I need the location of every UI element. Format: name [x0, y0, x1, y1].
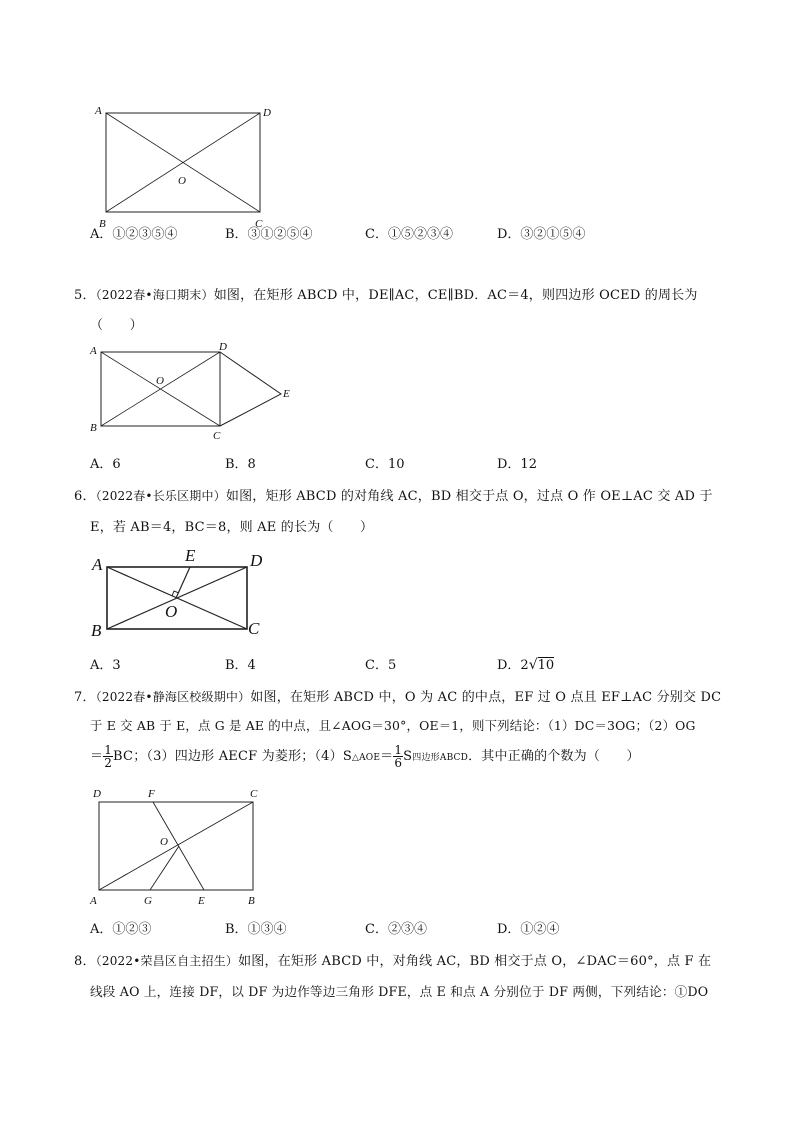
q7-text: 如图，在矩形 ABCD 中，O 为 AC 的中点，EF 过 O 点且 EF⊥AC 分别交 DC — [250, 690, 722, 705]
q5-line1 — [74, 284, 698, 303]
q5-label-a: A — [90, 345, 97, 357]
label-a: A — [95, 105, 102, 117]
q5-line2: （ ） — [90, 318, 143, 333]
q5-option-b[interactable]: B．8 — [225, 457, 256, 472]
figure-rectangle-abcd — [90, 100, 280, 235]
figure-q7 — [85, 785, 270, 910]
q6-option-b[interactable]: B．4 — [225, 658, 256, 673]
q7-label-f: F — [148, 788, 155, 800]
label-b: B — [99, 218, 106, 230]
q8-source: （2022•荣昌区自主招生） — [95, 954, 239, 968]
q7-label-o: O — [160, 836, 168, 848]
sqrt-sign: √ — [528, 657, 538, 673]
q6-label-d: D — [250, 551, 263, 570]
q7-label-e: E — [198, 895, 205, 907]
q4-option-d[interactable]: D．③②①⑤④ — [497, 227, 586, 242]
q6-label-o: O — [165, 602, 178, 621]
q5-label-d: D — [219, 341, 227, 353]
subscript-aoe: △AOE — [351, 753, 381, 763]
q6-source: （2022春•长乐区期中） — [95, 489, 226, 503]
subscript-abcd: 四边形ABCD — [412, 753, 469, 763]
q8-number: 8． — [74, 954, 96, 969]
q6-option-c[interactable]: C．5 — [365, 658, 397, 673]
figure-q6 — [85, 543, 270, 643]
q6-text: 如图，矩形 ABCD 的对角线 AC，BD 相交于点 O，过点 O 作 OE⊥AC 交 AD 于 — [225, 489, 713, 504]
q7-mid: BC；（3）四边形 AECF 为菱形；（4）S — [113, 749, 352, 764]
q5-label-c: C — [213, 430, 221, 442]
q5-label-e: E — [283, 388, 290, 400]
q7-eq1: ＝ — [90, 749, 104, 764]
q7-label-d: D — [93, 788, 101, 800]
label-o: O — [178, 175, 186, 187]
q6-label-b: B — [91, 621, 102, 640]
q8-text: 如图，在矩形 ABCD 中，对角线 AC，BD 相交于点 O，∠DAC＝60°，点 F 在 — [238, 954, 712, 969]
q7-post: ．其中正确的个数为（ ） — [468, 749, 640, 764]
q7-label-b: B — [248, 895, 255, 907]
q5-label-b: B — [90, 422, 97, 434]
q7-s: S — [403, 749, 413, 764]
q4-option-b[interactable]: B．③①②⑤④ — [225, 227, 313, 242]
q7-line1 — [74, 686, 721, 705]
q7-label-a: A — [90, 895, 97, 907]
q6-label-e: E — [185, 546, 196, 565]
frac1-den: 2 — [104, 756, 113, 770]
q5-option-d[interactable]: D．12 — [497, 457, 537, 472]
q7-option-a[interactable]: A．①②③ — [90, 922, 152, 937]
q5-option-a[interactable]: A．6 — [90, 457, 121, 472]
q7-source: （2022春•静海区校级期中） — [95, 690, 251, 704]
q6-option-a[interactable]: A．3 — [90, 658, 121, 673]
q6-line2: E，若 AB＝4，BC＝8，则 AE 的长为（ ） — [90, 520, 374, 535]
q8-line1 — [74, 950, 711, 969]
q4-option-c[interactable]: C．①⑤②③④ — [365, 227, 453, 242]
figure-q5 — [85, 340, 300, 445]
q7-number: 7． — [74, 690, 96, 705]
q6-option-d-radicand: 10 — [537, 658, 555, 673]
q5-number: 5． — [74, 288, 96, 303]
q7-label-c: C — [250, 788, 258, 800]
q7-option-c[interactable]: C．②③④ — [365, 922, 427, 937]
q6-number: 6． — [74, 489, 96, 504]
fraction-one-half — [103, 744, 113, 769]
q5-source: （2022春•海口期末） — [95, 288, 214, 302]
q7-option-d[interactable]: D．①②④ — [497, 922, 560, 937]
q6-option-d-prefix: D．2 — [497, 658, 529, 673]
q7-line2: 于 E 交 AB 于 E，点 G 是 AE 的中点，且∠AOG＝30°，OE＝1，则下列结论：（1）DC＝3OG；（2）OG — [90, 718, 696, 733]
q5-text: 如图，在矩形 ABCD 中，DE∥AC，CE∥BD．AC＝4，则四边形 OCED 的周长为 — [213, 288, 698, 303]
q5-label-o: O — [156, 375, 164, 387]
q5-option-c[interactable]: C．10 — [365, 457, 405, 472]
q4-option-a[interactable]: A．①②③⑤④ — [90, 227, 178, 242]
frac1-num: 1 — [104, 743, 113, 757]
q6-line1 — [74, 485, 713, 504]
frac2-num: 1 — [394, 743, 403, 757]
q7-line3 — [90, 744, 640, 769]
q7-label-g: G — [144, 895, 152, 907]
label-c: C — [255, 218, 263, 230]
label-d: D — [263, 107, 271, 119]
q6-option-d[interactable] — [497, 654, 554, 673]
q8-line2: 线段 AO 上，连接 DF，以 DF 为边作等边三角形 DFE，点 E 和点 A 分别位于 DF 两侧，下列结论：①DO — [90, 984, 709, 999]
q7-option-b[interactable]: B．①③④ — [225, 922, 287, 937]
frac2-den: 6 — [394, 756, 403, 770]
q7-eq2: ＝ — [380, 749, 394, 764]
q6-label-c: C — [248, 619, 260, 638]
fraction-one-sixth — [393, 744, 403, 769]
q6-label-a: A — [92, 555, 103, 574]
